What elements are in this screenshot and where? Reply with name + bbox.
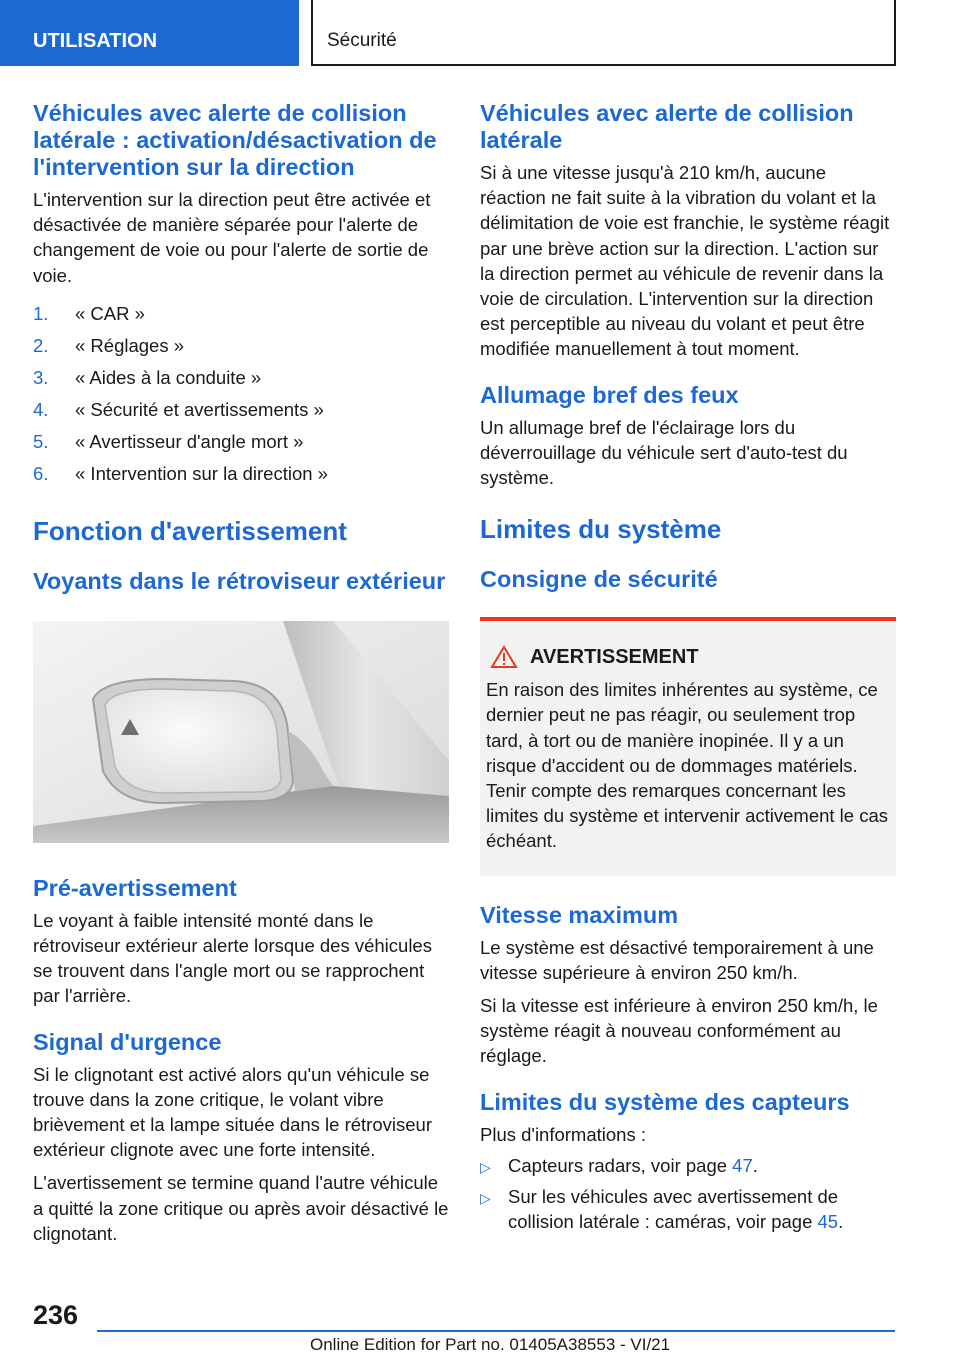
mirror-image bbox=[33, 621, 449, 843]
list-item: 3. « Aides à la conduite » bbox=[33, 366, 262, 388]
page-link-45[interactable]: 45 bbox=[817, 1211, 839, 1233]
paragraph-emergency-signal-2: L'avertissement se termine quand l'autre véhicule a quitté la zone critique ou après avoir désactivé le clignotant. bbox=[33, 1172, 449, 1244]
triangle-bullet-icon: ▷ bbox=[480, 1190, 491, 1207]
right-column bbox=[480, 100, 896, 1234]
list-item: 1. « CAR » bbox=[33, 302, 145, 324]
triangle-bullet-icon: ▷ bbox=[480, 1158, 491, 1175]
paragraph-pre-warning: Le voyant à faible intensité monté dans le rétroviseur extérieur alerte lorsque des véhicules se trouvent dans l'angle mort ou se rapprochent par l'arrière. bbox=[33, 909, 432, 1007]
paragraph-side-collision-vehicles: Si à une vitesse jusqu'à 210 km/h, aucune réaction ne fait suite à la vibration du volant et la délimitation de voie est franchie, le système réagit par une brève action sur la direction. L'action sur la direction permet au véhicule de revenir dans la voie de circulation. L'intervention sur la direction est perceptible au niveau du volant et peut être modifiée manuellement à tout moment. bbox=[480, 162, 890, 360]
heading-sensor-limits: Limites du système des capteurs bbox=[480, 1088, 850, 1115]
list-item: 2. « Réglages » bbox=[33, 334, 185, 356]
list-item: ▷ Capteurs radars, voir page 47. bbox=[480, 1153, 896, 1178]
heading-side-collision-vehicles: Véhicules avec alerte de collision latérale bbox=[480, 100, 854, 153]
footer-divider bbox=[97, 1330, 895, 1332]
list-item: ▷ Sur les véhicules avec avertissement de collision latérale : caméras, voir page 45. bbox=[480, 1186, 844, 1233]
heading-emergency-signal: Signal d'urgence bbox=[33, 1028, 222, 1055]
paragraph-max-speed-2: Si la vitesse est inférieure à environ 250 km/h, le système réagit à nouveau conformément au réglage. bbox=[480, 995, 878, 1067]
steps-list bbox=[33, 298, 449, 490]
paragraph-max-speed-1: Le système est désactivé temporairement à une vitesse supérieure à environ 250 km/h. bbox=[480, 936, 874, 983]
warning-header bbox=[486, 645, 890, 669]
list-item: 6. « Intervention sur la direction » bbox=[33, 462, 328, 484]
warning-triangle-icon bbox=[490, 645, 518, 669]
section-tab bbox=[0, 0, 299, 66]
page-link-47[interactable]: 47 bbox=[732, 1154, 753, 1176]
page-number: 236 bbox=[33, 1300, 79, 1330]
heading-safety-note: Consigne de sécurité bbox=[480, 566, 718, 593]
header-title-box bbox=[311, 0, 896, 66]
mirror-illustration bbox=[33, 621, 449, 843]
paragraph-brief-lighting: Un allumage bref de l'éclairage lors du déverrouillage du véhicule sert d'auto-test du système. bbox=[480, 416, 848, 489]
section-label: UTILISATION bbox=[33, 30, 158, 52]
paragraph-more-info: Plus d'informations : bbox=[480, 1123, 646, 1145]
warning-text: En raison des limites inhérentes au système, ce dernier peut ne pas réagir, ou seulement trop tard, à tort ou de manière inopinée. Il y a un risque d'accident ou de dommages matériels. Tenir compte des remarques concernant les limites du système et intervenir activement le cas échéant. bbox=[486, 679, 889, 852]
page-title: Sécurité bbox=[327, 30, 397, 51]
list-item: 5. « Avertisseur d'angle mort » bbox=[33, 430, 304, 452]
left-column bbox=[33, 100, 449, 1246]
heading-mirror-indicators: Voyants dans le rétroviseur extérieur bbox=[33, 567, 446, 594]
footer-edition: Online Edition for Part no. 01405A38553 - VI/21 bbox=[310, 1335, 671, 1354]
heading-system-limits: Limites du système bbox=[480, 514, 722, 545]
list-item: 4. « Sécurité et avertissements » bbox=[33, 398, 324, 420]
heading-pre-warning: Pré-avertissement bbox=[33, 874, 237, 901]
heading-max-speed: Vitesse maximum bbox=[480, 901, 679, 928]
heading-warning-function: Fonction d'avertissement bbox=[33, 515, 347, 546]
paragraph-emergency-signal-1: Si le clignotant est activé alors qu'un véhicule se trouve dans la zone critique, le volant vibre brièvement et la lampe située dans le rétroviseur extérieur clignote avec une forte intensité. bbox=[33, 1063, 432, 1161]
heading-steering-intervention: Véhicules avec alerte de collision latérale : activation/désactivation de l'intervention sur la direction bbox=[33, 100, 437, 180]
sensor-list bbox=[480, 1153, 896, 1235]
paragraph-steering-intervention: L'intervention sur la direction peut être activée et désactivée de manière séparée pour l'alerte de changement de voie ou pour l'alerte de sortie de voie. bbox=[33, 189, 431, 286]
warning-box bbox=[480, 617, 896, 875]
heading-brief-lighting: Allumage bref des feux bbox=[480, 381, 739, 408]
warning-title: AVERTISSEMENT bbox=[530, 646, 699, 669]
